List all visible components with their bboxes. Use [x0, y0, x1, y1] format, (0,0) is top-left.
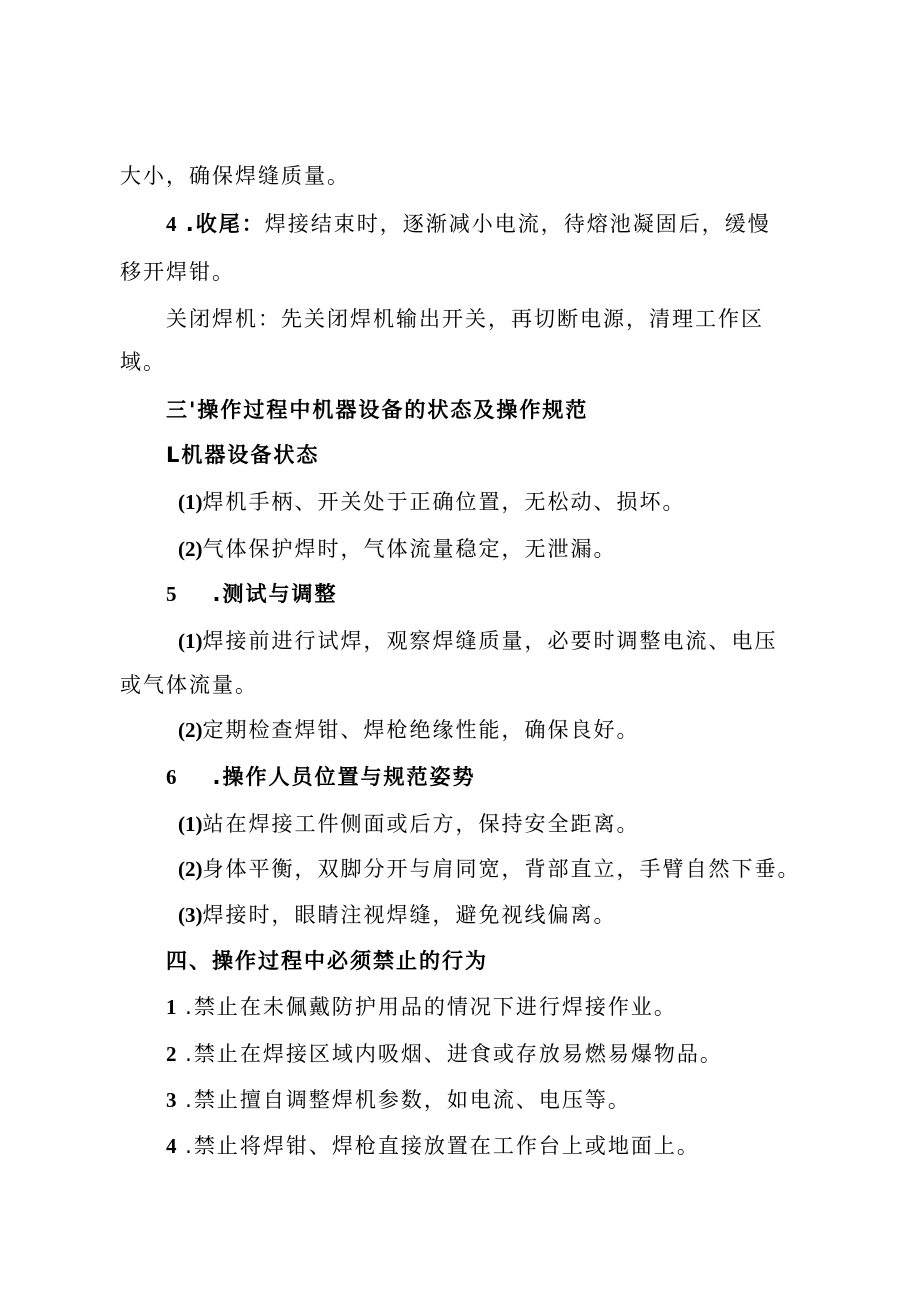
step-4-closing: [166, 210, 771, 238]
list-item: (1)焊机手柄、开关处于正确位置，无松动、损坏。: [178, 490, 686, 514]
step-text: 焊接结束时，逐渐减小电流，待熔池凝固后，缓慢: [264, 212, 771, 236]
list-item: (1)站在焊接工件侧面或后方，保持安全距离。: [178, 812, 640, 836]
paragraph-line: 或气体流量。: [120, 673, 258, 697]
item-number: 4: [166, 1134, 177, 1158]
paragraph-line: 域。: [120, 350, 166, 374]
item-number: (2): [178, 718, 203, 742]
item-number: (1): [178, 812, 203, 836]
subsection-heading: L机器设备状态: [166, 443, 320, 467]
item-number: (3): [178, 903, 203, 927]
list-item: (1)焊接前进行试焊，观察焊缝质量，必要时调整电流、电压: [178, 629, 778, 653]
subsection-heading: 6 .操作人员位置与规范姿势: [166, 765, 476, 789]
paragraph-line: 关闭焊机：先关闭焊机输出开关，再切断电源，清理工作区: [166, 307, 764, 331]
section-heading-4: 四、操作过程中必须禁止的行为: [166, 949, 488, 973]
item-number: 1: [166, 995, 177, 1019]
item-number: (1): [178, 490, 203, 514]
list-item: 3 .禁止擅自调整焊机参数，如电流、电压等。: [166, 1088, 631, 1112]
item-number: 5: [166, 582, 177, 606]
step-heading: .收尾：: [176, 212, 265, 236]
list-item: (2)气体保护焊时，气体流量稳定，无泄漏。: [178, 537, 617, 561]
subsection-heading: 5 .测试与调整: [166, 582, 338, 606]
list-item: 2 .禁止在焊接区域内吸烟、进食或存放易燃易爆物品。: [166, 1042, 723, 1066]
item-number: (2): [178, 537, 203, 561]
list-item: (3)焊接时，眼睛注视焊缝，避免视线偏离。: [178, 903, 617, 927]
item-number: (1): [178, 629, 203, 653]
item-number: 6: [166, 765, 177, 789]
step-number: 4: [166, 212, 177, 236]
item-number: 2: [166, 1042, 177, 1066]
list-item: 4 .禁止将焊钳、焊枪直接放置在工作台上或地面上。: [166, 1134, 700, 1158]
list-item: (2)身体平衡，双脚分开与肩同宽，背部直立，手臂自然下垂。: [178, 857, 801, 881]
item-number: (2): [178, 857, 203, 881]
section-heading-3: 三'操作过程中机器设备的状态及操作规范: [166, 398, 589, 422]
paragraph-line: 大小，确保焊缝质量。: [120, 164, 350, 188]
list-item: (2)定期检查焊钳、焊枪绝缘性能，确保良好。: [178, 718, 640, 742]
paragraph-line: 移开焊钳。: [120, 260, 235, 284]
item-number: 3: [166, 1088, 177, 1112]
list-item: 1 .禁止在未佩戴防护用品的情况下进行焊接作业。: [166, 995, 677, 1019]
